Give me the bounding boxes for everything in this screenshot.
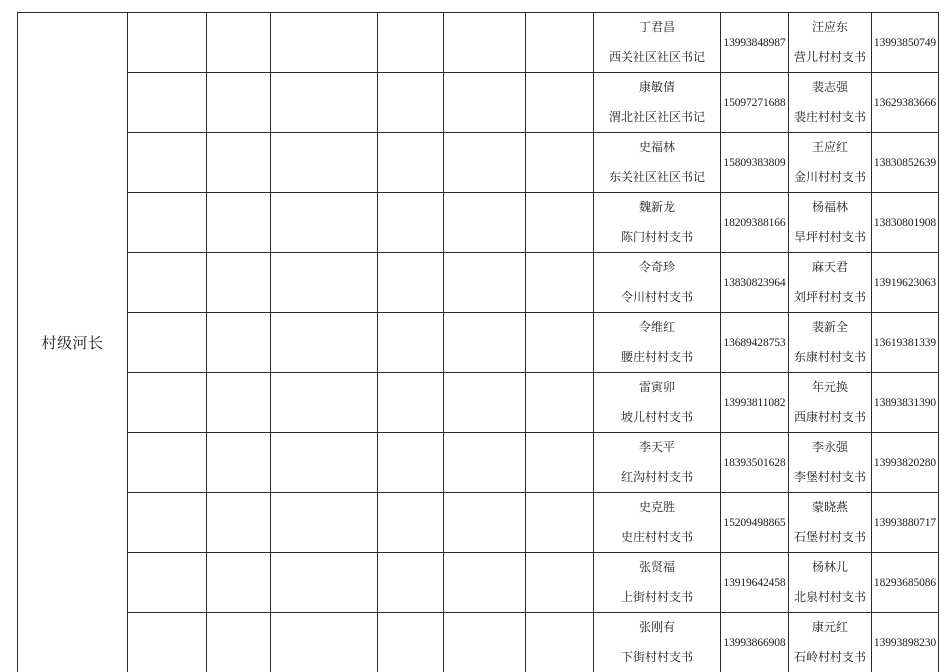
table-row xyxy=(18,193,939,253)
person-name: 杨林儿 xyxy=(811,560,848,574)
person-name: 康敏倩 xyxy=(638,80,675,94)
empty-cell xyxy=(207,493,271,553)
phone-number: 13993850749 xyxy=(873,36,937,49)
phone-number: 18293685086 xyxy=(873,576,937,589)
person-name: 裴志强 xyxy=(811,80,848,94)
phone-cell-a xyxy=(721,373,789,433)
empty-cell xyxy=(271,493,378,553)
empty-cell xyxy=(128,193,207,253)
empty-cell xyxy=(444,613,526,672)
person-cell-a xyxy=(594,133,721,193)
person-name: 令维红 xyxy=(638,320,675,334)
person-title: 东康村村支书 xyxy=(793,349,866,364)
phone-cell-b xyxy=(872,13,939,73)
empty-cell xyxy=(271,13,378,73)
person-title: 渭北社区社区书记 xyxy=(608,109,705,124)
empty-cell xyxy=(526,133,594,193)
empty-cell xyxy=(207,373,271,433)
empty-cell xyxy=(271,193,378,253)
empty-cell xyxy=(444,553,526,613)
empty-cell xyxy=(378,313,444,373)
empty-cell xyxy=(207,13,271,73)
person-title: 史庄村村支书 xyxy=(620,529,693,544)
phone-number: 13919623063 xyxy=(873,276,937,289)
person-title: 坡儿村村支书 xyxy=(620,409,693,424)
person-name: 年元换 xyxy=(811,380,848,394)
empty-cell xyxy=(128,253,207,313)
section-label-cell xyxy=(18,13,128,672)
table-body xyxy=(18,13,939,672)
person-name: 史福林 xyxy=(638,140,675,154)
phone-cell-b xyxy=(872,253,939,313)
person-cell-a xyxy=(594,253,721,313)
person-title: 腰庄村村支书 xyxy=(620,349,693,364)
person-name: 张刚有 xyxy=(638,620,675,634)
table-row xyxy=(18,613,939,672)
person-name: 李永强 xyxy=(811,440,848,454)
phone-cell-b xyxy=(872,613,939,672)
person-title: 金川村村支书 xyxy=(793,169,866,184)
empty-cell xyxy=(128,133,207,193)
table-row xyxy=(18,253,939,313)
empty-cell xyxy=(207,193,271,253)
empty-cell xyxy=(207,553,271,613)
person-cell-a xyxy=(594,493,721,553)
person-cell-b xyxy=(789,433,872,493)
phone-number: 13893831390 xyxy=(873,396,937,409)
phone-cell-b xyxy=(872,133,939,193)
phone-cell-b xyxy=(872,313,939,373)
person-name: 雷寅卯 xyxy=(638,380,675,394)
person-title: 红沟村村支书 xyxy=(620,469,693,484)
phone-cell-a xyxy=(721,253,789,313)
phone-cell-a xyxy=(721,313,789,373)
empty-cell xyxy=(444,373,526,433)
person-name: 令奇珍 xyxy=(638,260,675,274)
phone-number: 13993898230 xyxy=(873,636,937,649)
person-title: 旱坪村村支书 xyxy=(793,229,866,244)
phone-cell-b xyxy=(872,193,939,253)
person-title: 裴庄村村支书 xyxy=(793,109,866,124)
river-chief-table xyxy=(17,12,939,672)
empty-cell xyxy=(271,133,378,193)
phone-cell-a xyxy=(721,493,789,553)
table-row xyxy=(18,373,939,433)
empty-cell xyxy=(444,73,526,133)
empty-cell xyxy=(271,313,378,373)
person-title: 西关社区社区书记 xyxy=(608,49,705,64)
phone-cell-b xyxy=(872,373,939,433)
empty-cell xyxy=(378,433,444,493)
person-name: 康元红 xyxy=(811,620,848,634)
table-row xyxy=(18,133,939,193)
person-title: 陈门村村支书 xyxy=(620,229,693,244)
table-row xyxy=(18,13,939,73)
person-title: 上街村村支书 xyxy=(620,589,693,604)
empty-cell xyxy=(271,433,378,493)
person-name: 麻天君 xyxy=(811,260,848,274)
phone-number: 15097271688 xyxy=(723,96,786,109)
person-cell-b xyxy=(789,193,872,253)
empty-cell xyxy=(128,73,207,133)
phone-number: 15209498865 xyxy=(723,516,786,529)
phone-number: 18209388166 xyxy=(723,216,786,229)
person-cell-b xyxy=(789,133,872,193)
empty-cell xyxy=(526,373,594,433)
person-cell-a xyxy=(594,193,721,253)
phone-cell-b xyxy=(872,433,939,493)
empty-cell xyxy=(128,433,207,493)
phone-cell-b xyxy=(872,493,939,553)
empty-cell xyxy=(526,193,594,253)
phone-cell-b xyxy=(872,73,939,133)
phone-cell-a xyxy=(721,73,789,133)
empty-cell xyxy=(526,553,594,613)
person-cell-b xyxy=(789,253,872,313)
person-cell-a xyxy=(594,613,721,672)
person-cell-b xyxy=(789,493,872,553)
empty-cell xyxy=(444,193,526,253)
empty-cell xyxy=(128,313,207,373)
table-row xyxy=(18,433,939,493)
person-name: 杨福林 xyxy=(811,200,848,214)
phone-number: 13830852639 xyxy=(873,156,937,169)
empty-cell xyxy=(128,493,207,553)
empty-cell xyxy=(378,13,444,73)
person-title: 石堡村村支书 xyxy=(793,529,866,544)
phone-number: 13993811082 xyxy=(723,396,786,409)
empty-cell xyxy=(207,313,271,373)
empty-cell xyxy=(207,613,271,672)
person-cell-a xyxy=(594,313,721,373)
person-title: 石岭村村支书 xyxy=(793,649,866,664)
phone-number: 13830801908 xyxy=(873,216,937,229)
empty-cell xyxy=(526,253,594,313)
empty-cell xyxy=(128,553,207,613)
table-row xyxy=(18,313,939,373)
person-title: 东关社区社区书记 xyxy=(608,169,705,184)
person-cell-a xyxy=(594,373,721,433)
phone-number: 13993820280 xyxy=(873,456,937,469)
person-title: 营儿村村支书 xyxy=(793,49,866,64)
phone-number: 18393501628 xyxy=(723,456,786,469)
empty-cell xyxy=(444,253,526,313)
empty-cell xyxy=(207,253,271,313)
empty-cell xyxy=(271,253,378,313)
empty-cell xyxy=(128,13,207,73)
empty-cell xyxy=(444,493,526,553)
empty-cell xyxy=(378,553,444,613)
empty-cell xyxy=(271,553,378,613)
phone-cell-a xyxy=(721,193,789,253)
person-name: 魏新龙 xyxy=(638,200,675,214)
phone-number: 13919642458 xyxy=(723,576,786,589)
empty-cell xyxy=(271,73,378,133)
person-title: 下街村村支书 xyxy=(620,649,693,664)
phone-cell-a xyxy=(721,433,789,493)
person-title: 西康村村支书 xyxy=(793,409,866,424)
phone-number: 13993848987 xyxy=(723,36,786,49)
person-name: 裴新全 xyxy=(811,320,848,334)
person-name: 张贤福 xyxy=(638,560,675,574)
empty-cell xyxy=(207,433,271,493)
empty-cell xyxy=(378,253,444,313)
person-name: 王应红 xyxy=(811,140,848,154)
phone-number: 13993880717 xyxy=(873,516,937,529)
person-cell-b xyxy=(789,613,872,672)
empty-cell xyxy=(378,193,444,253)
person-title: 李堡村村支书 xyxy=(793,469,866,484)
phone-cell-a xyxy=(721,13,789,73)
person-name: 史克胜 xyxy=(638,500,675,514)
empty-cell xyxy=(444,433,526,493)
table-row xyxy=(18,73,939,133)
person-cell-b xyxy=(789,73,872,133)
section-label: 村级河长 xyxy=(41,334,104,352)
person-cell-a xyxy=(594,553,721,613)
empty-cell xyxy=(128,613,207,672)
person-cell-b xyxy=(789,553,872,613)
phone-number: 13993866908 xyxy=(723,636,786,649)
empty-cell xyxy=(526,493,594,553)
empty-cell xyxy=(378,133,444,193)
empty-cell xyxy=(271,373,378,433)
empty-cell xyxy=(526,313,594,373)
person-name: 汪应东 xyxy=(811,20,848,34)
empty-cell xyxy=(378,493,444,553)
empty-cell xyxy=(526,13,594,73)
person-cell-a xyxy=(594,73,721,133)
empty-cell xyxy=(128,373,207,433)
person-cell-b xyxy=(789,373,872,433)
table-row xyxy=(18,553,939,613)
empty-cell xyxy=(378,373,444,433)
person-cell-a xyxy=(594,433,721,493)
phone-number: 13689428753 xyxy=(723,336,786,349)
person-name: 丁君昌 xyxy=(638,20,675,34)
person-title: 令川村村支书 xyxy=(620,289,693,304)
person-name: 蒙晓燕 xyxy=(811,500,848,514)
table-row xyxy=(18,493,939,553)
phone-number: 13629383666 xyxy=(873,96,937,109)
phone-cell-a xyxy=(721,613,789,672)
phone-cell-a xyxy=(721,133,789,193)
person-name: 李天平 xyxy=(638,440,675,454)
empty-cell xyxy=(444,13,526,73)
person-title: 刘坪村村支书 xyxy=(793,289,866,304)
empty-cell xyxy=(378,73,444,133)
person-cell-b xyxy=(789,313,872,373)
empty-cell xyxy=(207,73,271,133)
person-cell-a xyxy=(594,13,721,73)
empty-cell xyxy=(526,433,594,493)
person-title: 北泉村村支书 xyxy=(793,589,866,604)
phone-cell-b xyxy=(872,553,939,613)
empty-cell xyxy=(207,133,271,193)
empty-cell xyxy=(444,133,526,193)
phone-cell-a xyxy=(721,553,789,613)
empty-cell xyxy=(444,313,526,373)
phone-number: 13619381339 xyxy=(873,336,937,349)
empty-cell xyxy=(378,613,444,672)
person-cell-b xyxy=(789,13,872,73)
phone-number: 13830823964 xyxy=(723,276,786,289)
empty-cell xyxy=(271,613,378,672)
phone-number: 15809383809 xyxy=(723,156,786,169)
empty-cell xyxy=(526,613,594,672)
empty-cell xyxy=(526,73,594,133)
